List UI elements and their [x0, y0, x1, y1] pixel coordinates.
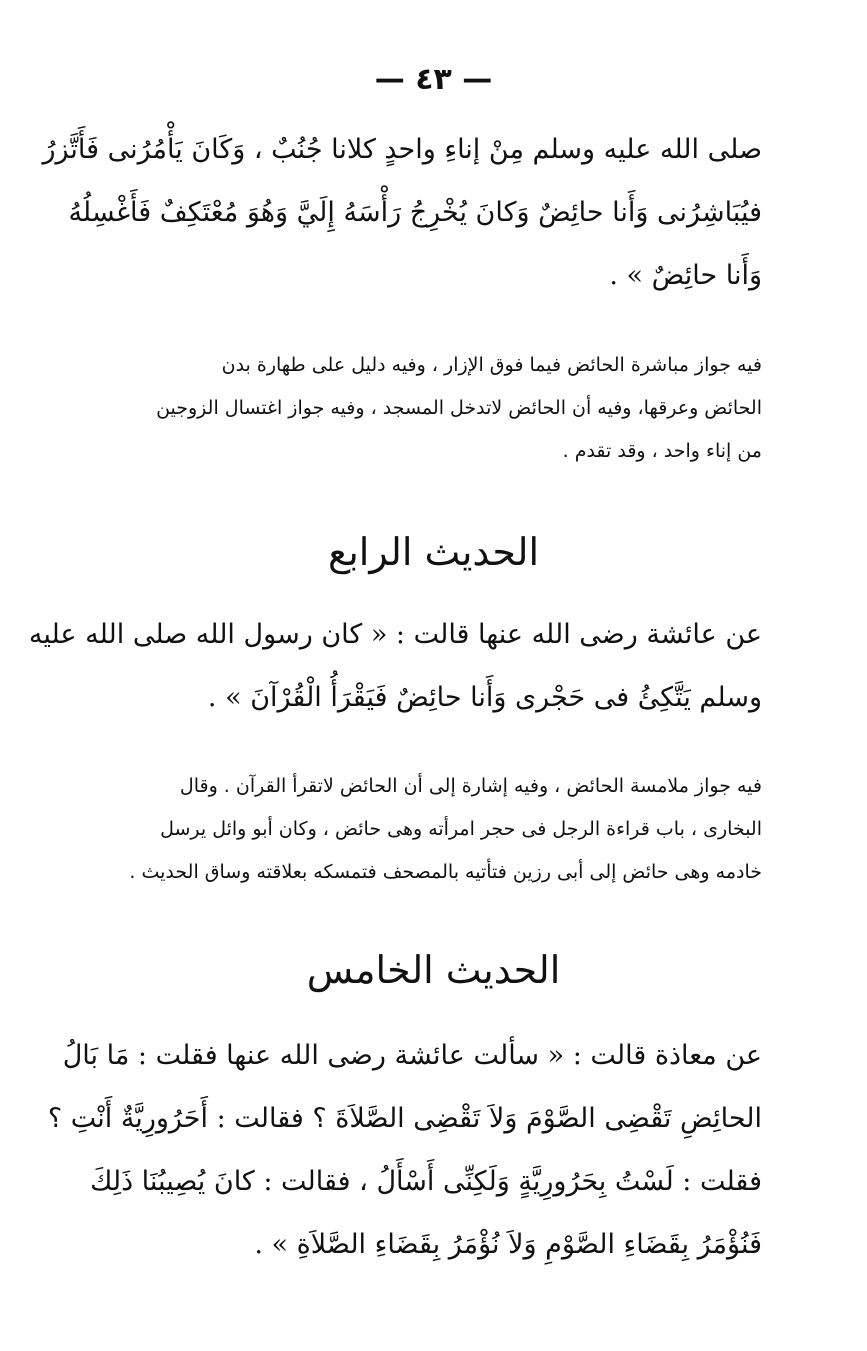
- text-line: فقلت : لَسْتُ بِحَرُورِيَّةٍ وَلَكِنِّى أَسْأَلُ ، فقالت : كانَ يُصِيبُنَا ذَلِكَ: [90, 1166, 762, 1197]
- hadith-5-text: [47, 1024, 762, 1276]
- commentary-paragraph-1: [112, 344, 762, 473]
- text-line: فيه جواز مباشرة الحائض فيما فوق الإزار ، وفيه دليل على طهارة بدن: [221, 354, 762, 376]
- section-heading-fifth-hadith: الحديث الخامس: [306, 948, 561, 992]
- text-line: عن معاذة قالت : « سألت عائشة رضى الله عنها فقلت : مَا بَالُ: [62, 1040, 762, 1071]
- commentary-paragraph-2: [112, 765, 762, 894]
- text-line: من إناء واحد ، وقد تقدم .: [562, 440, 762, 462]
- text-line: الحائض وعرقها، وفيه أن الحائض لاتدخل المسجد ، وفيه جواز اغتسال الزوجين: [156, 397, 762, 419]
- text-line: فيه جواز ملامسة الحائض ، وفيه إشارة إلى أن الحائض لاتقرأ القرآن . وقال: [179, 775, 762, 797]
- text-line: البخارى ، باب قراءة الرجل فى حجر امرأته وهى حائض ، وكان أبو وائل يرسل: [160, 818, 762, 840]
- text-line: عن عائشة رضى الله عنها قالت : « كان رسول الله صلى الله عليه: [28, 619, 762, 650]
- hadith-continuation: [42, 118, 762, 307]
- text-line: فَنُؤْمَرُ بِقَضَاءِ الصَّوْمِ وَلاَ نُؤْمَرُ بِقَضَاءِ الصَّلاَةِ » .: [254, 1229, 762, 1260]
- text-line: خادمه وهى حائض إلى أبى رزين فتأتيه بالمصحف فتمسكه بعلاقته وساق الحديث .: [129, 861, 762, 883]
- text-line: الحائِضِ تَقْضِى الصَّوْمَ وَلاَ تَقْضِى الصَّلاَةَ ؟ فقالت : أَحَرُورِيَّةٌ أَنْتِ ؟: [47, 1103, 762, 1134]
- text-line: وَأَنا حائِضٌ » .: [609, 260, 762, 291]
- section-heading-fourth-hadith: الحديث الرابع: [327, 530, 540, 574]
- text-line: فيُبَاشِرُنى وَأَنا حائِضٌ وَكانَ يُخْرِجُ رَأْسَهُ إِلَيَّ وَهُوَ مُعْتَكِفٌ فَأَغْسِلُهُ: [68, 197, 762, 228]
- text-line: وسلم يَتَّكِئُ فى حَجْرى وَأَنا حائِضٌ فَيَقْرَأُ الْقُرْآنَ » .: [207, 682, 762, 713]
- hadith-4-text: [28, 603, 762, 729]
- page-number: — ٤٣ —: [374, 62, 493, 97]
- text-line: صلى الله عليه وسلم مِنْ إناءِ واحدٍ كلانا جُنُبٌ ، وَكَانَ يَأْمُرُنى فَأَتَّزرُ: [42, 134, 762, 165]
